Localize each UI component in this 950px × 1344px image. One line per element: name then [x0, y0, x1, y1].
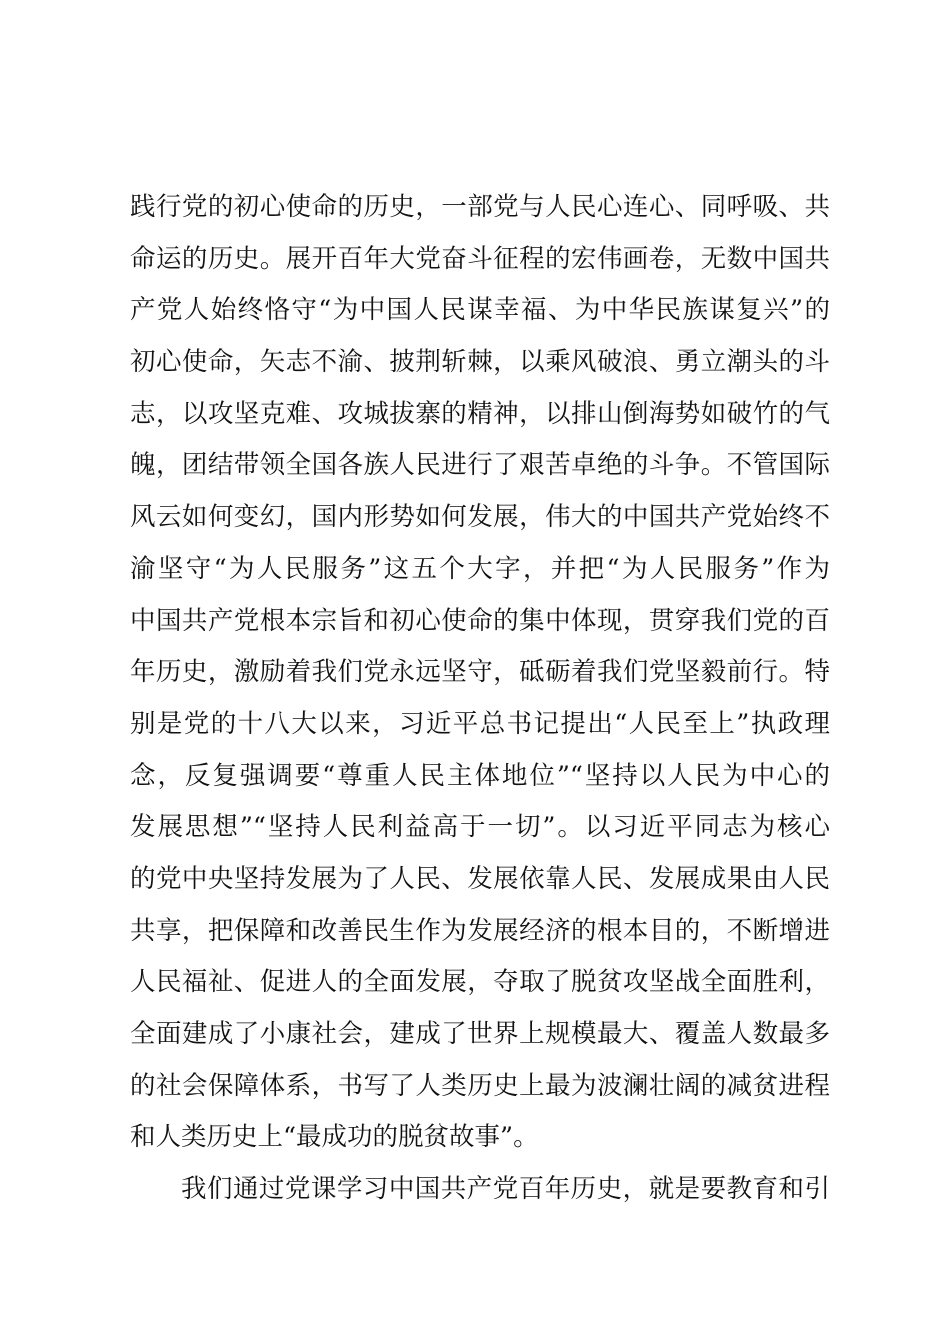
- text-line: 魄，团结带领全国各族人民进行了艰苦卓绝的斗争。不管国际: [130, 450, 830, 481]
- text-line: 产党人始终恪守“为中国人民谋幸福、为中华民族谋复兴”的: [130, 295, 830, 326]
- text-line: 年历史，激励着我们党永远坚守，砥砺着我们党坚毅前行。特: [130, 657, 830, 688]
- text-line: 志，以攻坚克难、攻城拔寨的精神，以排山倒海势如破竹的气: [130, 398, 830, 429]
- text-line: 初心使命，矢志不渝、披荆斩棘，以乘风破浪、勇立潮头的斗: [130, 347, 830, 378]
- text-line: 风云如何变幻，国内形势如何发展，伟大的中国共产党始终不: [130, 502, 830, 533]
- text-line: 人民福祉、促进人的全面发展，夺取了脱贫攻坚战全面胜利，: [130, 967, 830, 998]
- text-line: 全面建成了小康社会，建成了世界上规模最大、覆盖人数最多: [130, 1019, 830, 1049]
- text-line: 别是党的十八大以来，习近平总书记提出“人民至上”执政理: [130, 708, 830, 739]
- text-line: 共享，把保障和改善民生作为发展经济的根本目的，不断增进: [130, 915, 830, 946]
- paragraph-first-line: 我们通过党课学习中国共产党百年历史，就是要教育和引: [181, 1174, 830, 1205]
- paragraph-last-line: 和人类历史上“最成功的脱贫故事”。: [130, 1122, 539, 1153]
- text-line: 的党中央坚持发展为了人民、发展依靠人民、发展成果由人民: [130, 863, 830, 894]
- text-line: 命运的历史。展开百年大党奋斗征程的宏伟画卷，无数中国共: [130, 243, 830, 274]
- body-text: [130, 182, 830, 1216]
- text-line: 发展思想”“坚持人民利益高于一切”。以习近平同志为核心: [130, 812, 830, 843]
- text-line: 中国共产党根本宗旨和初心使命的集中体现，贯穿我们党的百: [130, 605, 830, 636]
- text-line: 渝坚守“为人民服务”这五个大字，并把“为人民服务”作为: [130, 553, 830, 584]
- text-line: 的社会保障体系，书写了人类历史上最为波澜壮阔的减贫进程: [130, 1070, 830, 1101]
- text-line: 念，反复强调要“尊重人民主体地位”“坚持以人民为中心的: [130, 760, 830, 791]
- text-line: 践行党的初心使命的历史，一部党与人民心连心、同呼吸、共: [130, 192, 830, 222]
